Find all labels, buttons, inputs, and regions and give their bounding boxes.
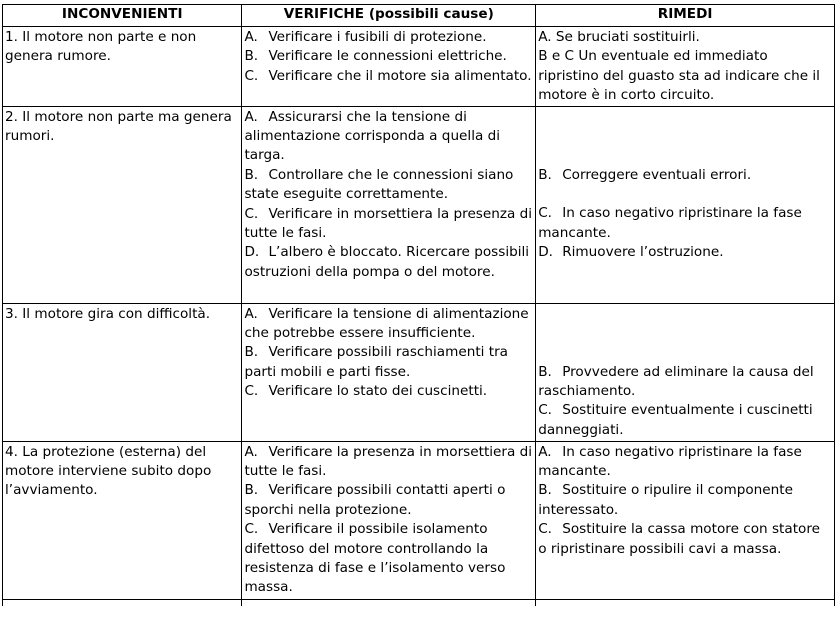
remedies-cell [536, 106, 835, 303]
check-marker: A. [244, 29, 258, 45]
check-item [244, 382, 533, 401]
remedy-item [538, 204, 832, 243]
check-text: Verificare la tensione di alimentazione che potrebbe essere insufficiente. [244, 305, 529, 342]
remedy-item [538, 443, 832, 482]
troubleshooting-table [2, 4, 835, 606]
remedy-text: Sostituire o ripulire il componente interessato. [538, 482, 793, 518]
check-marker: C. [244, 383, 259, 400]
header-row [3, 5, 835, 27]
table-row [3, 27, 835, 107]
check-item [244, 47, 533, 66]
remedy-marker: C. [538, 205, 553, 222]
remedy-text: Sostituire la cassa motore con statore o ripristinare possibili cavi a massa. [538, 521, 821, 557]
checks-cell [242, 27, 536, 107]
remedy-marker: B. [538, 166, 552, 183]
check-item [244, 67, 533, 86]
spacer [538, 185, 832, 204]
remedy-item [538, 363, 832, 402]
checks-cell [242, 106, 536, 303]
check-marker: C. [244, 205, 259, 222]
check-marker: A. [244, 108, 258, 125]
remedies-cell [536, 303, 835, 441]
check-marker: C. [244, 521, 259, 538]
problem-cell [3, 441, 242, 599]
tail-cell [536, 599, 835, 606]
remedies-cell [536, 27, 835, 107]
check-item [244, 520, 533, 598]
problem-text: 3. Il motore gira con difficoltà. [5, 305, 211, 322]
checks-cell [242, 441, 536, 599]
check-text: Verificare le connessioni elettriche. [268, 48, 507, 65]
table-row [3, 106, 835, 303]
check-text: L’albero è bloccato. Ricercare possibili ostruzioni della pompa o del motore. [244, 244, 530, 280]
header-verifiche: VERIFICHE (possibili cause) [242, 5, 536, 27]
header-inconvenienti: INCONVENIENTI [3, 5, 242, 27]
table-row [3, 441, 835, 599]
check-marker: B. [244, 482, 259, 499]
table-row [3, 303, 835, 441]
problem-text: 4. La protezione (esterna) del motore interviene subito dopo l’avviamento. [5, 443, 212, 499]
remedy-item [538, 166, 832, 185]
remedy-text: Sostituire eventualmente i cuscinetti danneggiati. [538, 402, 813, 438]
problem-cell [3, 27, 242, 107]
remedy-marker: B. [538, 482, 552, 499]
check-text: Verificare possibili raschiamenti tra parti mobili e parti fisse. [244, 344, 509, 380]
remedy-item [538, 243, 832, 262]
check-text: Verificare possibili contatti aperti o sporchi nella protezione. [244, 482, 506, 518]
check-marker: B. [244, 166, 259, 183]
check-text: Assicurarsi che la tensione di alimentazione corrisponda a quella di targa. [244, 108, 501, 164]
tail-cell [3, 599, 242, 606]
check-item [244, 205, 533, 244]
check-item [244, 28, 533, 47]
check-marker: A. [244, 305, 258, 322]
check-text: Verificare lo stato dei cuscinetti. [268, 383, 488, 400]
check-text: Controllare che le connessioni siano state eseguite correttamente. [244, 166, 514, 203]
check-text: Verificare il possibile isolamento difettoso del motore controllando la resistenza di fase e l’isolamento verso massa. [244, 521, 506, 596]
remedy-item [538, 481, 832, 520]
remedy-item: B e C Un eventuale ed immediato ripristino del guasto sta ad indicare che il motore è in corto circuito. [538, 48, 820, 104]
remedy-text: In caso negativo ripristinare la fase mancante. [538, 443, 802, 480]
problem-cell [3, 106, 242, 303]
check-marker: B. [244, 48, 259, 65]
check-text: Verificare i fusibili di protezione. [268, 29, 487, 45]
remedy-marker: D. [538, 244, 553, 261]
check-item [244, 108, 533, 166]
remedy-marker: A. [538, 443, 552, 460]
header-rimedi: RIMEDI [536, 5, 835, 27]
check-item [244, 305, 533, 344]
remedies-cell [536, 441, 835, 599]
remedy-marker: C. [538, 402, 553, 419]
check-item [244, 481, 533, 520]
remedy-item [538, 520, 832, 559]
problem-text: 2. Il motore non parte ma genera rumori. [5, 108, 232, 145]
check-item [244, 343, 533, 382]
check-marker: D. [244, 244, 260, 261]
remedy-text: In caso negativo ripristinare la fase mancante. [538, 205, 802, 241]
checks-cell [242, 303, 536, 441]
check-marker: C. [244, 67, 259, 84]
remedy-text: Provvedere ad eliminare la causa del raschiamento. [538, 363, 814, 400]
check-marker: A. [244, 443, 258, 460]
check-item [244, 243, 533, 282]
problem-cell [3, 303, 242, 441]
remedy-text: Correggere eventuali errori. [562, 166, 752, 183]
check-item [244, 166, 533, 205]
check-text: Verificare in morsettiera la presenza di tutte le fasi. [244, 205, 533, 242]
table-tail-row [3, 599, 835, 606]
remedy-marker: C. [538, 521, 553, 538]
check-marker: B. [244, 344, 259, 361]
check-text: Verificare la presenza in morsettiera di tutte le fasi. [244, 443, 533, 480]
check-text: Verificare che il motore sia alimentato. [268, 67, 532, 84]
remedy-item [538, 401, 832, 440]
problem-text: 1. Il motore non parte e non genera rumore. [5, 29, 197, 65]
tail-cell [242, 599, 536, 606]
remedy-item: A. Se bruciati sostituirli. [538, 29, 700, 45]
remedy-text: Rimuovere l’ostruzione. [562, 244, 724, 261]
check-item [244, 443, 533, 482]
remedy-marker: B. [538, 363, 552, 380]
